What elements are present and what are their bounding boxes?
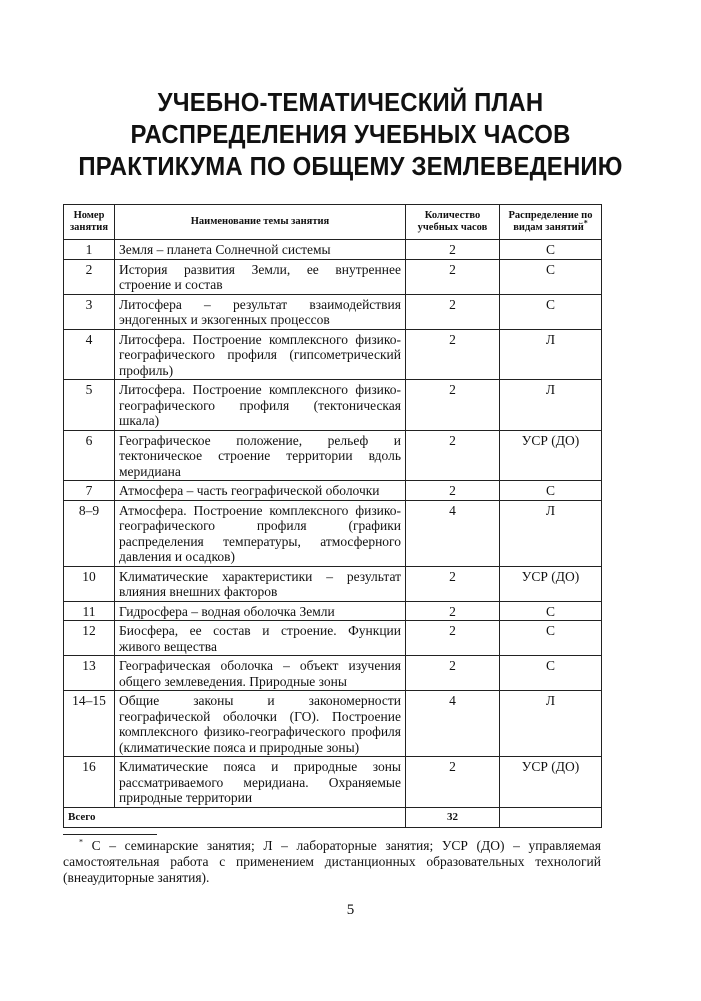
row-type: Л — [500, 380, 602, 431]
row-topic: Земля – планета Солнечной системы — [115, 240, 406, 260]
row-type: С — [500, 259, 602, 294]
row-topic: Атмосфера. Построение комплексного физико-географического профиля (графики распределения температуры, атмосферного давления и осадков) — [115, 500, 406, 566]
row-type: Л — [500, 329, 602, 380]
header-hours: Количество учебных часов — [406, 205, 500, 240]
row-hours: 2 — [406, 481, 500, 501]
table-row — [64, 757, 602, 808]
row-num: 6 — [64, 430, 115, 481]
row-topic: История развития Земли, ее внутреннее строение и состав — [115, 259, 406, 294]
row-topic: Атмосфера – часть географической оболочки — [115, 481, 406, 501]
total-hours: 32 — [406, 807, 500, 828]
row-type: С — [500, 481, 602, 501]
title-line-1: УЧЕБНО-ТЕМАТИЧЕСКИЙ ПЛАН — [157, 87, 544, 117]
table-row — [64, 566, 602, 601]
page-title — [28, 86, 673, 182]
header-type — [500, 205, 602, 240]
row-type: УСР (ДО) — [500, 757, 602, 808]
row-type: С — [500, 601, 602, 621]
table-body — [64, 240, 602, 828]
row-type: Л — [500, 691, 602, 757]
row-topic: Биосфера, ее состав и строение. Функции живого вещества — [115, 621, 406, 656]
total-row — [64, 807, 602, 828]
table-row — [64, 240, 602, 260]
row-num: 8–9 — [64, 500, 115, 566]
table-row — [64, 500, 602, 566]
row-num: 14–15 — [64, 691, 115, 757]
row-type: УСР (ДО) — [500, 566, 602, 601]
row-hours: 2 — [406, 259, 500, 294]
row-hours: 2 — [406, 294, 500, 329]
table-row — [64, 691, 602, 757]
row-type: С — [500, 294, 602, 329]
footnote-text: С – семинарские занятия; Л – лабораторные занятия; УСР (ДО) – управляемая самостоятельная работа с применением дистанционных образовательных технологий (внеаудиторные занятия). — [63, 838, 601, 885]
row-topic: Климатические характеристики – результат влияния внешних факторов — [115, 566, 406, 601]
row-hours: 2 — [406, 430, 500, 481]
row-type: С — [500, 621, 602, 656]
page-number: 5 — [346, 902, 355, 918]
row-hours: 2 — [406, 656, 500, 691]
title-line-3: ПРАКТИКУМА ПО ОБЩЕМУ ЗЕМЛЕВЕДЕНИЮ — [78, 151, 623, 181]
row-topic: Гидросфера – водная оболочка Земли — [115, 601, 406, 621]
row-hours: 4 — [406, 500, 500, 566]
total-label: Всего — [64, 807, 406, 828]
row-type: С — [500, 240, 602, 260]
row-hours: 2 — [406, 240, 500, 260]
row-num: 10 — [64, 566, 115, 601]
row-num: 3 — [64, 294, 115, 329]
row-topic: Географическое положение, рельеф и тектоническое строение территории вдоль меридиана — [115, 430, 406, 481]
row-num: 11 — [64, 601, 115, 621]
header-num: Номер занятия — [64, 205, 115, 240]
row-type: С — [500, 656, 602, 691]
row-hours: 2 — [406, 757, 500, 808]
table-row — [64, 621, 602, 656]
table-row — [64, 656, 602, 691]
footnote — [63, 838, 601, 886]
total-type-empty — [500, 807, 602, 828]
row-num: 4 — [64, 329, 115, 380]
row-num: 13 — [64, 656, 115, 691]
plan-table — [63, 204, 602, 828]
table-row — [64, 259, 602, 294]
row-hours: 2 — [406, 566, 500, 601]
row-num: 12 — [64, 621, 115, 656]
row-topic: Общие законы и закономерности географической оболочки (ГО). Построение комплексного физико-географического профиля (климатические пояса и природные зоны) — [115, 691, 406, 757]
row-type: Л — [500, 500, 602, 566]
row-topic: Литосфера – результат взаимодействия эндогенных и экзогенных процессов — [115, 294, 406, 329]
table-row — [64, 601, 602, 621]
row-num: 1 — [64, 240, 115, 260]
table-row — [64, 481, 602, 501]
table-header-row — [64, 205, 602, 240]
row-hours: 2 — [406, 380, 500, 431]
row-topic: Литосфера. Построение комплексного физико-географического профиля (гипсометрический профиль) — [115, 329, 406, 380]
header-type-label: Распределение по видам занятий — [508, 210, 593, 233]
table-row — [64, 329, 602, 380]
row-num: 2 — [64, 259, 115, 294]
table-row — [64, 294, 602, 329]
footnote-mark: * — [79, 837, 83, 847]
row-hours: 2 — [406, 601, 500, 621]
row-num: 16 — [64, 757, 115, 808]
row-num: 7 — [64, 481, 115, 501]
title-line-2: РАСПРЕДЕЛЕНИЯ УЧЕБНЫХ ЧАСОВ — [130, 119, 571, 149]
footnote-mark: * — [583, 218, 588, 228]
row-topic: Климатические пояса и природные зоны рассматриваемого меридиана. Охраняемые природные территории — [115, 757, 406, 808]
table-row — [64, 380, 602, 431]
row-topic: Литосфера. Построение комплексного физико-географического профиля (тектоническая шкала) — [115, 380, 406, 431]
row-num: 5 — [64, 380, 115, 431]
row-hours: 2 — [406, 621, 500, 656]
table-row — [64, 430, 602, 481]
footnote-divider — [63, 834, 157, 835]
row-type: УСР (ДО) — [500, 430, 602, 481]
row-hours: 4 — [406, 691, 500, 757]
header-name: Наименование темы занятия — [115, 205, 406, 240]
row-hours: 2 — [406, 329, 500, 380]
row-topic: Географическая оболочка – объект изучения общего землеведения. Природные зоны — [115, 656, 406, 691]
